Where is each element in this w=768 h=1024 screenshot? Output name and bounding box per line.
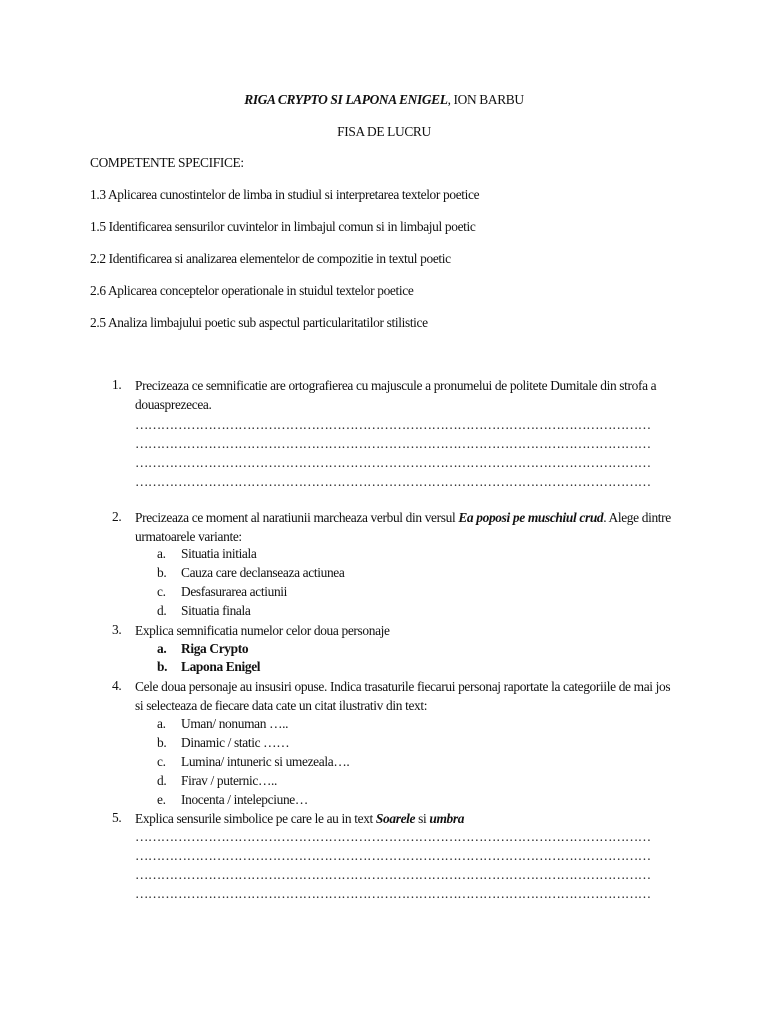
symbol-word: Soarele <box>375 811 416 826</box>
question-text <box>135 810 680 829</box>
competence-item: 2.6 Aplicarea conceptelor operationale in stuidul textelor poetice <box>90 283 414 298</box>
option-letter: b. <box>157 659 168 674</box>
competence-item: 1.5 Identificarea sensurilor cuvintelor in limbajul comun si in limbajul poetic <box>90 219 476 234</box>
answer-line[interactable]: ………………………………………………………………………………………………………… <box>135 886 651 901</box>
question-number: 1. <box>112 377 122 392</box>
option-text: Cauza care declanseaza actiunea <box>181 565 345 580</box>
question-number: 3. <box>112 622 122 637</box>
question-text: Precizeaza ce semnificatie are ortografierea cu majuscule a pronumelui de politete Dumitale din strofa a douasprezecea. <box>135 378 657 412</box>
answer-line[interactable]: ………………………………………………………………………………………………………… <box>135 829 651 844</box>
answer-line[interactable]: ………………………………………………………………………………………………………… <box>135 455 651 470</box>
competences-heading: COMPETENTE SPECIFICE: <box>90 155 244 170</box>
answer-line[interactable]: ………………………………………………………………………………………………………… <box>135 848 651 863</box>
title-author: , ION BARBU <box>447 92 524 107</box>
option-text: Riga Crypto <box>181 641 249 656</box>
option-text: Lumina/ intuneric si umezeala…. <box>181 754 350 769</box>
question-text-part: Precizeaza ce moment al naratiunii marcheaza verbul din versul <box>135 510 459 525</box>
answer-line[interactable]: ………………………………………………………………………………………………………… <box>135 417 651 432</box>
answer-line[interactable]: ………………………………………………………………………………………………………… <box>135 436 651 451</box>
option-letter: b. <box>157 735 167 750</box>
option-letter: b. <box>157 565 167 580</box>
question-text: Cele doua personaje au insusiri opuse. Indica trasaturile fiecarui personaj raportate la categoriile de mai jos si selecteaza de fiecare data cate un citat ilustrativ din text: <box>135 679 671 713</box>
option-letter: a. <box>157 716 166 731</box>
question-text: Explica semnificatia numelor celor doua personaje <box>135 623 390 638</box>
option-letter: e. <box>157 792 166 807</box>
answer-line[interactable]: ………………………………………………………………………………………………………… <box>135 867 651 882</box>
document-title <box>0 92 768 108</box>
option-letter: a. <box>157 546 166 561</box>
competence-item: 2.5 Analiza limbajului poetic sub aspectul particularitatilor stilistice <box>90 315 428 330</box>
option-text: Dinamic / static …… <box>181 735 290 750</box>
question-text-part: Explica sensurile simbolice pe care le au in text <box>135 811 376 826</box>
option-letter: d. <box>157 773 167 788</box>
competence-item: 2.2 Identificarea si analizarea elementelor de compozitie in textul poetic <box>90 251 451 266</box>
question-text-part: si <box>415 811 430 826</box>
option-letter: a. <box>157 641 167 656</box>
option-text: Firav / puternic….. <box>181 773 277 788</box>
quoted-verse: Ea poposi pe muschiul crud <box>458 510 604 525</box>
option-text: Lapona Enigel <box>181 659 261 674</box>
option-letter: c. <box>157 584 166 599</box>
symbol-word: umbra <box>429 811 465 826</box>
option-text: Uman/ nonuman ….. <box>181 716 289 731</box>
option-text: Inocenta / intelepciune… <box>181 792 308 807</box>
option-text: Situatia initiala <box>181 546 257 561</box>
question-number: 5. <box>112 810 122 825</box>
question-text <box>135 509 680 546</box>
document-subtitle: FISA DE LUCRU <box>337 124 431 139</box>
answer-line[interactable]: ………………………………………………………………………………………………………… <box>135 474 651 489</box>
option-text: Desfasurarea actiunii <box>181 584 288 599</box>
question-number: 4. <box>112 678 122 693</box>
question-number: 2. <box>112 509 122 524</box>
option-letter: d. <box>157 603 167 618</box>
title-work-name: RIGA CRYPTO SI LAPONA ENIGEL <box>244 92 448 107</box>
competence-item: 1.3 Aplicarea cunostintelor de limba in studiul si interpretarea textelor poetice <box>90 187 480 202</box>
question-text-part: . Alege dintre urmatoarele variante: <box>135 510 671 544</box>
option-letter: c. <box>157 754 166 769</box>
option-text: Situatia finala <box>181 603 251 618</box>
